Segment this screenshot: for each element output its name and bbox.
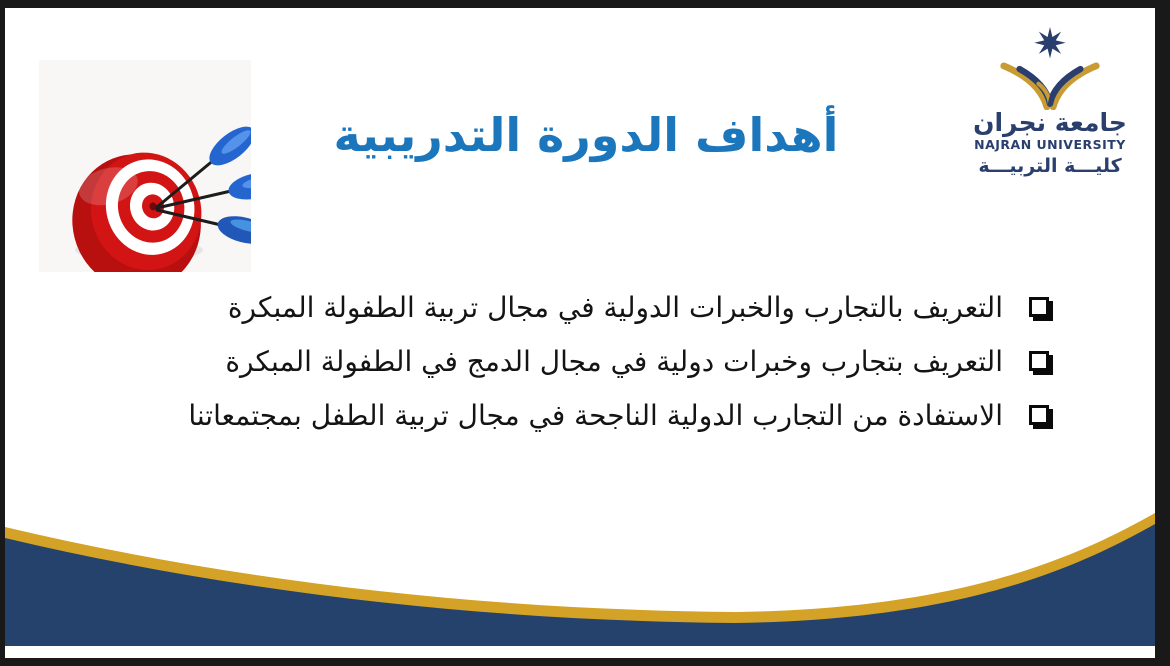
bottom-wave	[5, 446, 1155, 646]
checkbox-bullet-icon	[1029, 297, 1049, 317]
objectives-list	[188, 280, 1049, 442]
najran-university-logo	[957, 26, 1143, 177]
checkbox-bullet-icon	[1029, 351, 1049, 371]
checkbox-bullet-icon	[1029, 405, 1049, 425]
slide-title: أهداف الدورة التدريبية	[333, 108, 839, 162]
target-darts-image	[39, 60, 251, 272]
bullet-text: الاستفادة من التجارب الدولية الناجحة في مجال تربية الطفل بمجتمعاتنا	[188, 398, 1003, 432]
logo-college-name: كليـــة التربيـــة	[978, 155, 1122, 177]
logo-star-icon	[1034, 27, 1066, 59]
presentation-slide	[5, 8, 1155, 658]
logo-university-name-english: NAJRAN UNIVERSITY	[974, 137, 1126, 152]
target-svg	[39, 60, 251, 272]
target-body	[57, 139, 219, 272]
bullet-text: التعريف بتجارب وخبرات دولية في مجال الدمج في الطفولة المبكرة	[225, 344, 1003, 378]
wave-svg	[5, 446, 1155, 646]
logo-chevrons-icon	[1004, 66, 1096, 107]
list-item	[188, 334, 1049, 388]
logo-university-name-arabic: جامعة نجران	[973, 108, 1127, 137]
logo-emblem-icon	[984, 26, 1116, 110]
dart-fin-3	[215, 211, 251, 248]
dart-fin-2	[226, 168, 251, 204]
bullet-text: التعريف بالتجارب والخبرات الدولية في مجال تربية الطفولة المبكرة	[227, 290, 1003, 324]
list-item	[188, 388, 1049, 442]
list-item	[188, 280, 1049, 334]
